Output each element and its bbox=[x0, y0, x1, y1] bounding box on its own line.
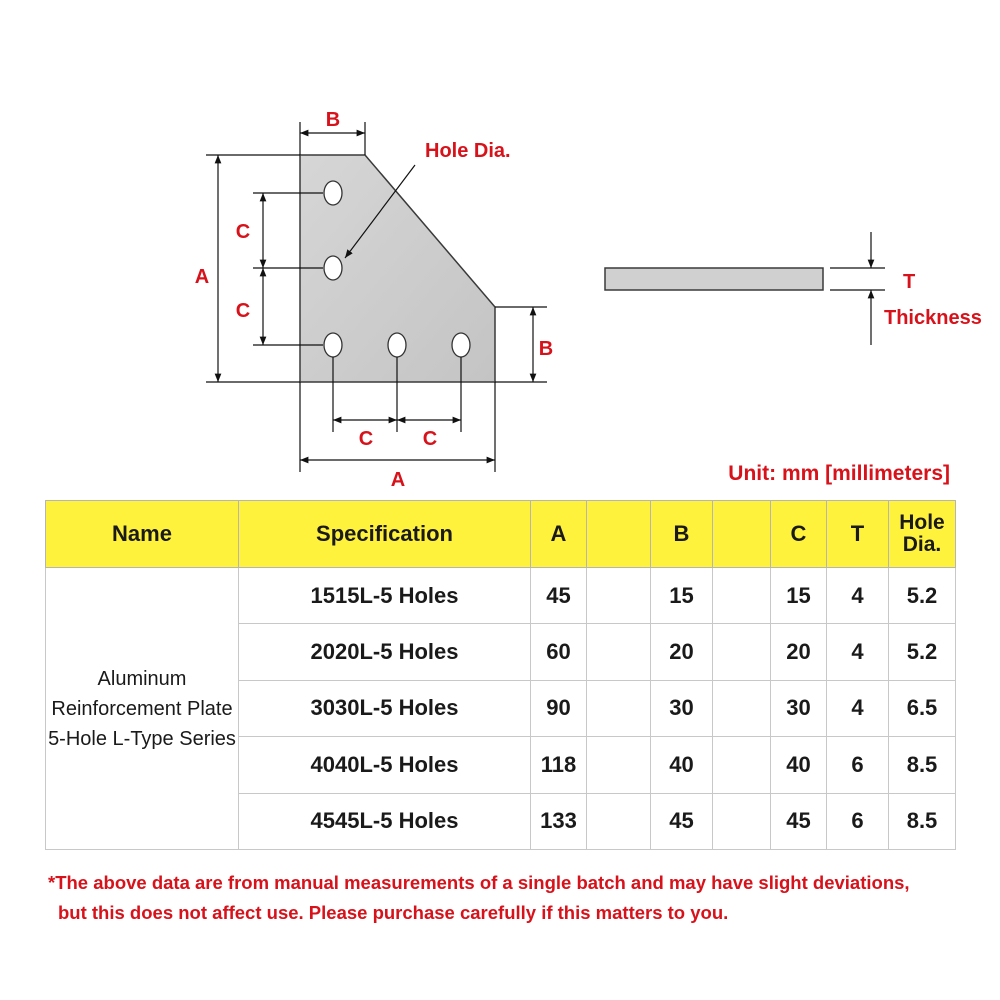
cell-t: 4 bbox=[827, 624, 889, 680]
cell-empty bbox=[587, 568, 651, 624]
cell-empty bbox=[587, 737, 651, 793]
disclaimer-line-1: *The above data are from manual measurements of a single batch and may have slight deviations, bbox=[48, 872, 910, 893]
cell-hole-dia: 8.5 bbox=[889, 737, 956, 793]
cell-a: 133 bbox=[531, 793, 587, 849]
cell-c: 45 bbox=[771, 793, 827, 849]
header-name: Name bbox=[46, 501, 239, 568]
specification-table bbox=[45, 500, 956, 850]
cell-b: 40 bbox=[651, 737, 713, 793]
dim-label-c-upper: C bbox=[235, 221, 251, 243]
dim-label-b-right: B bbox=[538, 338, 554, 360]
cell-spec: 1515L-5 Holes bbox=[239, 568, 531, 624]
dim-label-t: T bbox=[903, 271, 916, 293]
cell-spec: 3030L-5 Holes bbox=[239, 680, 531, 736]
header-empty-2 bbox=[713, 501, 771, 568]
cell-empty bbox=[713, 737, 771, 793]
plate-hole bbox=[452, 333, 470, 357]
series-name-line: Aluminum bbox=[97, 667, 187, 690]
dim-label-b-top: B bbox=[325, 109, 341, 131]
plate-hole bbox=[324, 181, 342, 205]
series-name-line: 5-Hole L-Type Series bbox=[48, 727, 236, 750]
cell-a: 60 bbox=[531, 624, 587, 680]
plate-hole bbox=[388, 333, 406, 357]
cell-c: 15 bbox=[771, 568, 827, 624]
series-name-cell bbox=[46, 568, 239, 850]
dim-label-a-bottom: A bbox=[390, 469, 406, 491]
cell-b: 20 bbox=[651, 624, 713, 680]
header-empty-1 bbox=[587, 501, 651, 568]
series-name-line: Reinforcement Plate bbox=[51, 697, 233, 720]
cell-b: 15 bbox=[651, 568, 713, 624]
unit-label: Unit: mm [millimeters] bbox=[728, 462, 950, 485]
dim-label-c-bottom-right: C bbox=[422, 428, 438, 450]
cell-a: 45 bbox=[531, 568, 587, 624]
cell-spec: 4545L-5 Holes bbox=[239, 793, 531, 849]
plate-hole bbox=[324, 333, 342, 357]
cell-empty bbox=[587, 680, 651, 736]
cell-empty bbox=[587, 793, 651, 849]
disclaimer-note bbox=[48, 868, 978, 928]
cell-empty bbox=[713, 680, 771, 736]
cell-a: 118 bbox=[531, 737, 587, 793]
cell-empty bbox=[713, 568, 771, 624]
dim-label-c-lower: C bbox=[235, 300, 251, 322]
plate-side-view bbox=[605, 268, 823, 290]
plate-hole bbox=[324, 256, 342, 280]
header-t: T bbox=[827, 501, 889, 568]
cell-empty bbox=[587, 624, 651, 680]
cell-spec: 4040L-5 Holes bbox=[239, 737, 531, 793]
header-specification: Specification bbox=[239, 501, 531, 568]
cell-a: 90 bbox=[531, 680, 587, 736]
header-hole-dia bbox=[889, 501, 956, 568]
cell-hole-dia: 8.5 bbox=[889, 793, 956, 849]
header-a: A bbox=[531, 501, 587, 568]
table-header-row bbox=[46, 501, 956, 568]
cell-c: 30 bbox=[771, 680, 827, 736]
cell-c: 20 bbox=[771, 624, 827, 680]
thickness-dimension-lines bbox=[830, 232, 885, 345]
cell-empty bbox=[713, 624, 771, 680]
cell-hole-dia: 5.2 bbox=[889, 568, 956, 624]
cell-hole-dia: 6.5 bbox=[889, 680, 956, 736]
dim-label-c-bottom-left: C bbox=[358, 428, 374, 450]
cell-b: 45 bbox=[651, 793, 713, 849]
dim-label-thickness: Thickness bbox=[884, 307, 982, 329]
cell-hole-dia: 5.2 bbox=[889, 624, 956, 680]
cell-t: 6 bbox=[827, 793, 889, 849]
disclaimer-line-2: but this does not affect use. Please purchase carefully if this matters to you. bbox=[58, 902, 729, 923]
cell-t: 6 bbox=[827, 737, 889, 793]
table-row bbox=[46, 568, 956, 624]
dim-label-a-left: A bbox=[194, 266, 210, 288]
cell-t: 4 bbox=[827, 568, 889, 624]
cell-c: 40 bbox=[771, 737, 827, 793]
header-b: B bbox=[651, 501, 713, 568]
cell-b: 30 bbox=[651, 680, 713, 736]
header-hole-dia-line1: Hole bbox=[899, 511, 945, 534]
header-hole-dia-line2: Dia. bbox=[902, 533, 942, 556]
cell-spec: 2020L-5 Holes bbox=[239, 624, 531, 680]
header-c: C bbox=[771, 501, 827, 568]
cell-t: 4 bbox=[827, 680, 889, 736]
dim-label-hole-dia: Hole Dia. bbox=[425, 140, 511, 162]
cell-empty bbox=[713, 793, 771, 849]
